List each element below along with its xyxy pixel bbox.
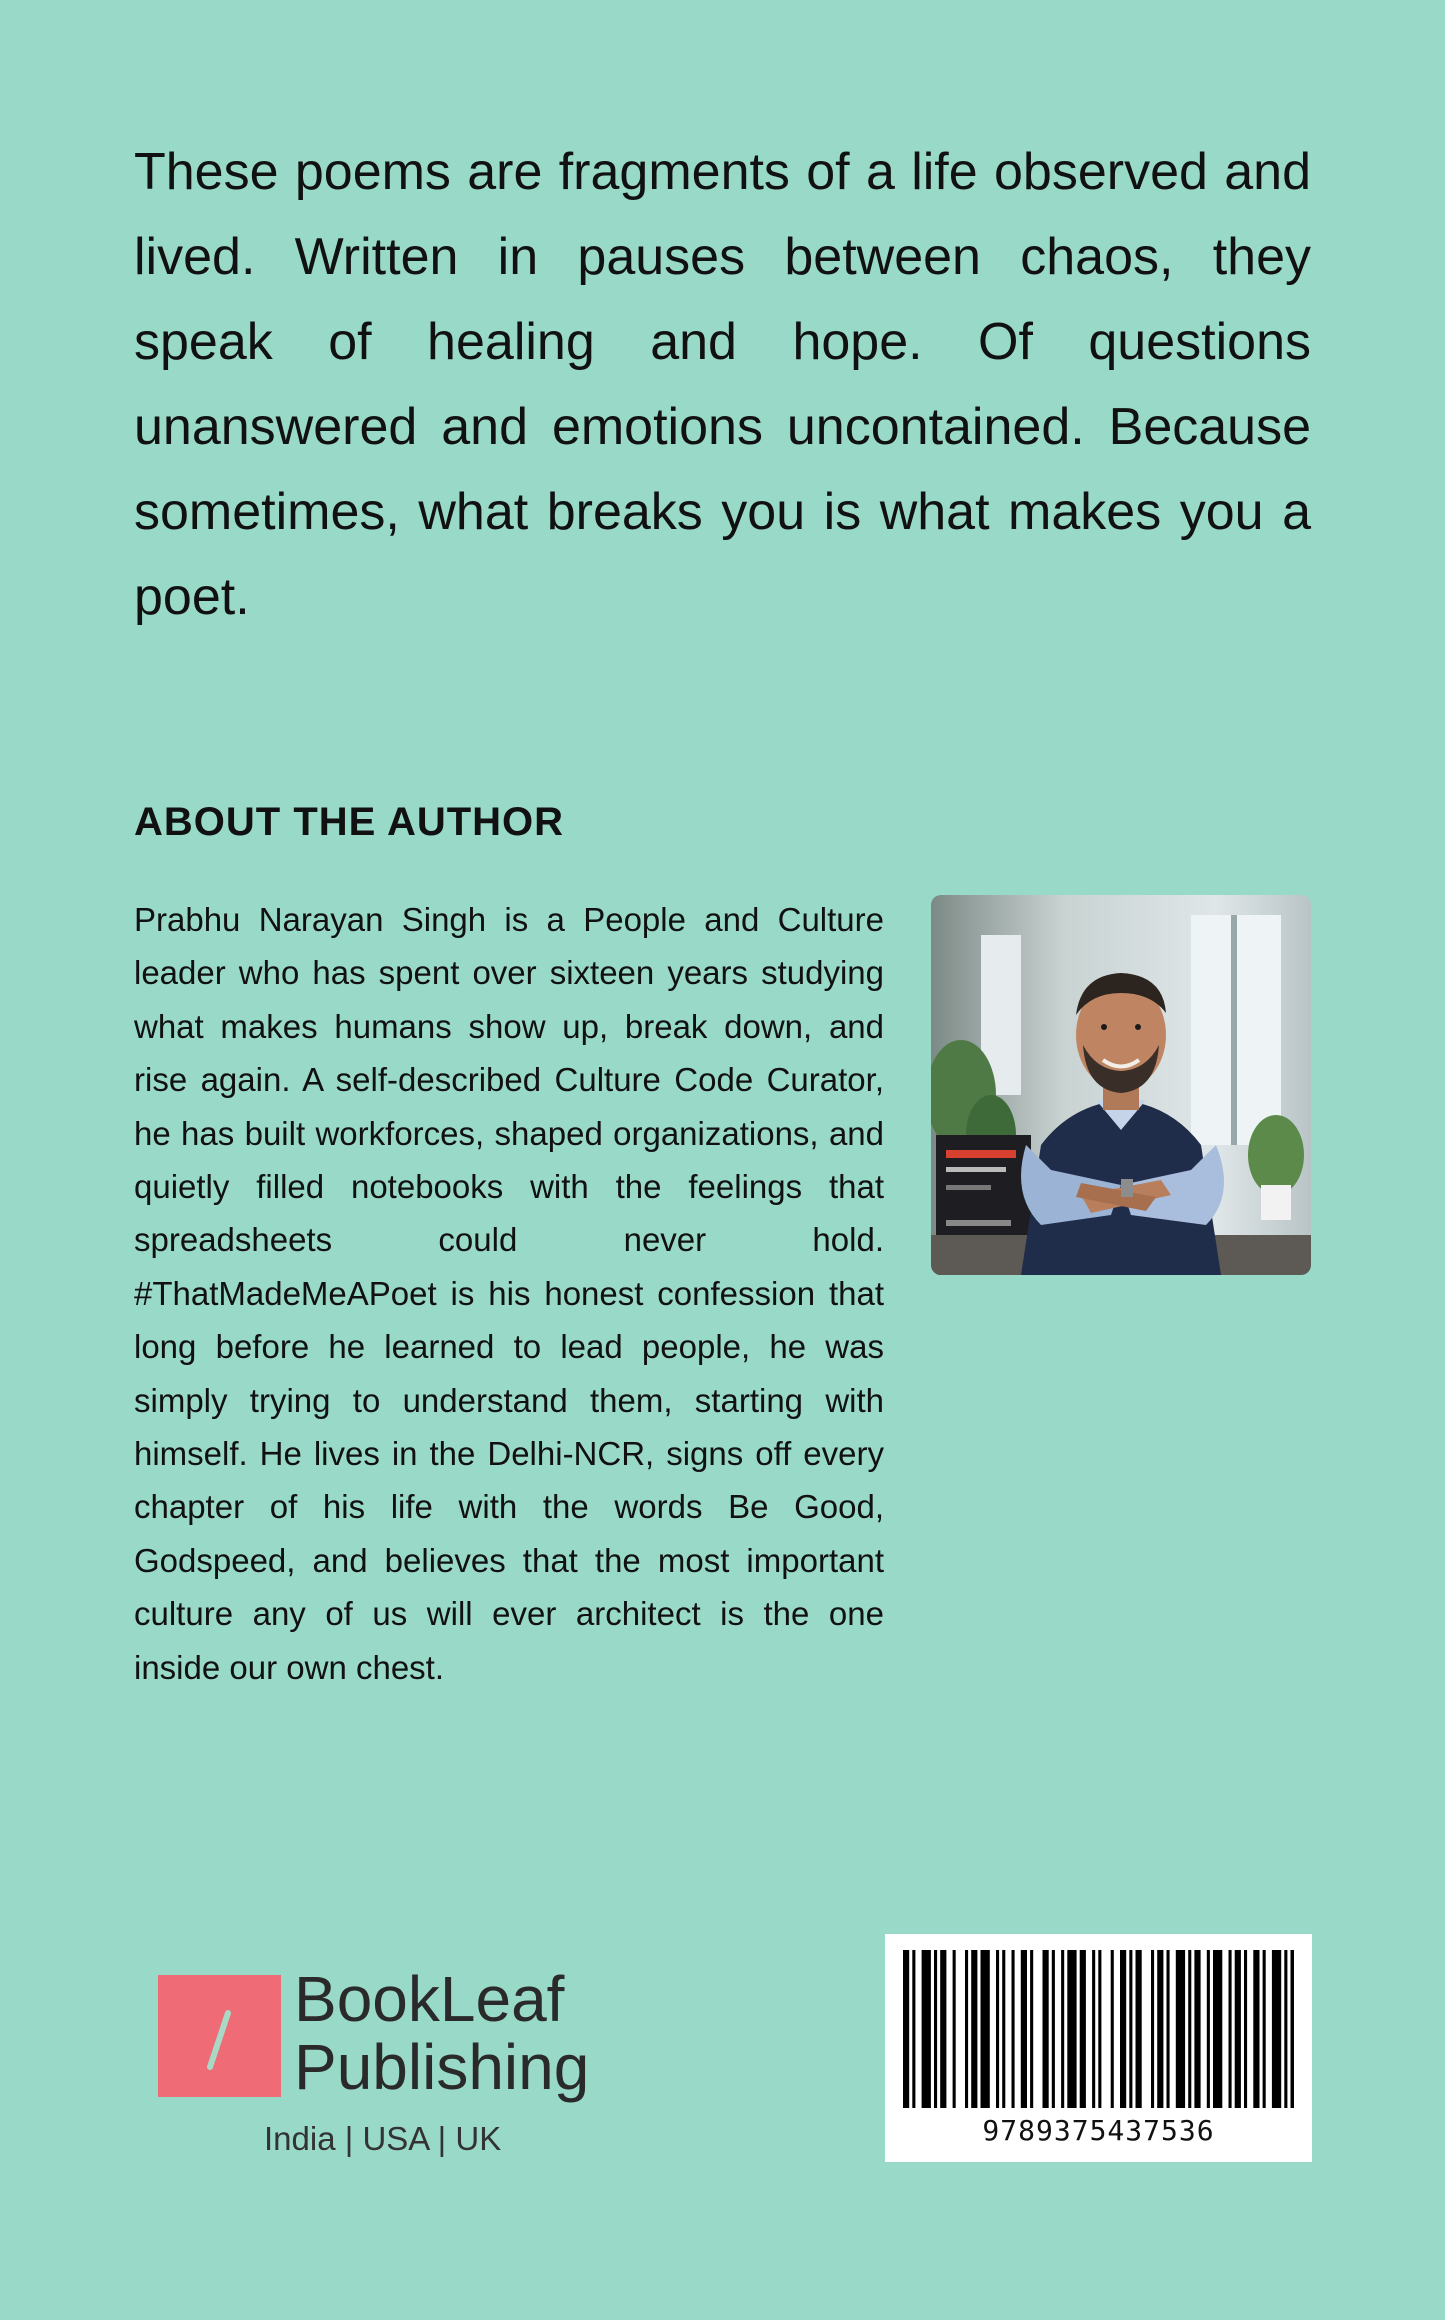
bookleaf-logo-icon	[158, 1975, 281, 2097]
isbn-barcode	[885, 1934, 1312, 2162]
barcode-bars	[901, 1950, 1296, 2108]
publisher-name	[294, 1965, 589, 2101]
publisher-name-line1: BookLeaf	[294, 1963, 565, 2035]
back-cover-blurb: These poems are fragments of a life observed and lived. Written in pauses between chaos, they speak of healing and hope. Of questions unanswered and emotions uncontained. Because sometimes, what breaks you is what makes you a poet.	[134, 143, 1311, 626]
author-bio: Prabhu Narayan Singh is a People and Culture leader who has spent over sixteen years studying what makes humans show up, break down, and rise again. A self-described Culture Code Curator, he has built workforces, shaped organizations, and quietly filled notebooks with the feelings that spreadsheets could never hold. #ThatMadeMeAPoet is his honest confession that long before he learned to lead people, he was simply trying to understand them, starting with himself. He lives in the Delhi-NCR, signs off every chapter of his life with the words Be Good, Godspeed, and believes that the most important culture any of us will ever architect is the one inside our own chest.	[134, 901, 884, 1686]
publisher-regions: India | USA | UK	[264, 2120, 502, 2157]
author-photo	[931, 895, 1311, 1275]
publisher-name-line2: Publishing	[294, 2031, 590, 2103]
isbn-number: 9789375437536	[982, 2114, 1215, 2147]
about-author-heading: ABOUT THE AUTHOR	[134, 800, 565, 844]
